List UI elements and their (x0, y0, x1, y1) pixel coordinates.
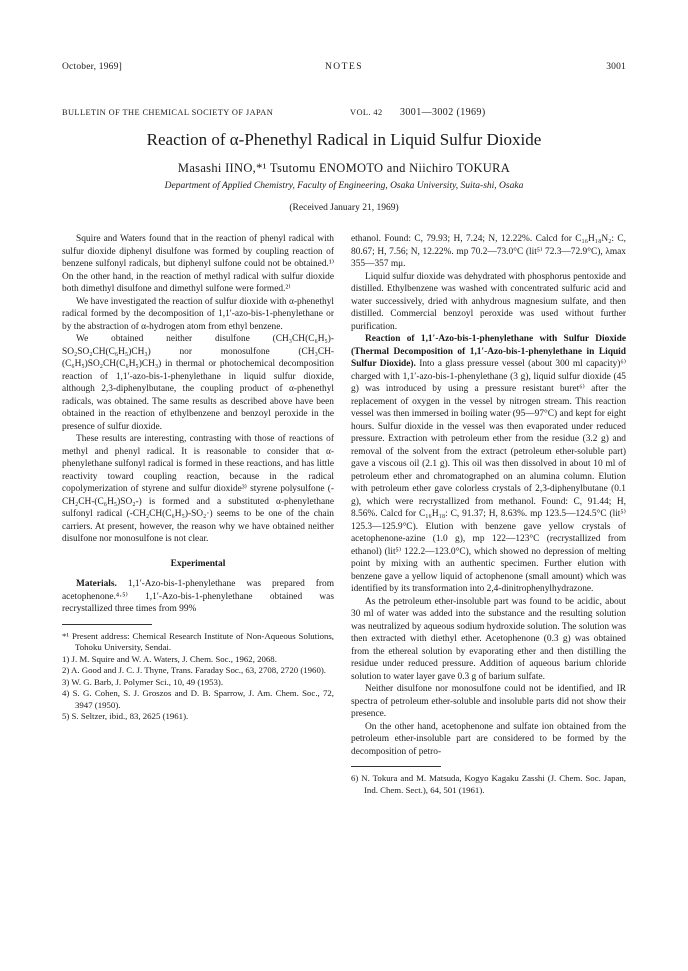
running-header-date: October, 1969] (62, 62, 122, 72)
section-heading-experimental: Experimental (170, 558, 226, 569)
article-affiliation: Department of Applied Chemistry, Faculty of Engineering, Osaka University, Suita-shi, Osaka (164, 181, 524, 191)
footnote: 5) S. Seltzer, ibid., 83, 2625 (1961). (62, 711, 189, 721)
article-title: Reaction of α-Phenethyl Radical in Liquid Sulfur Dioxide (146, 130, 542, 149)
left-column (62, 233, 334, 723)
footnote: 6) N. Tokura and M. Matsuda, Kogyo Kagaku Zasshi (J. Chem. Soc. Japan, Ind. Chem. Sect.), 64, 501 (1961). (351, 773, 626, 795)
article-authors: Masashi IINO,*¹ Tsutomu ENOMOTO and Niichiro TOKURA (177, 161, 511, 175)
paragraph: Neither disulfone nor monosulfone could not be identified, and IR spectra of petroleum ether-soluble and insoluble parts did not show their presence. (351, 684, 626, 719)
footnote: *¹ Present address: Chemical Research Institute of Non-Aqueous Solutions, Tohoku University, Sendai. (62, 630, 334, 652)
paragraph: We obtained neither disulfone (CH₃CH(C₆H₅)-SO₂SO₂CH(C₆H₅)CH₃) nor monosulfone (CH₃CH-(C₆H₅)SO₂CH(C₆H₅)CH₃) in thermal or photochemical decomposition reaction of 1,1′-azo-bis-1-phenylethane in liquid sulfur dioxide, although 2,3-diphenylbutane, the coupling product of α-phenethyl radicals, was obtained. The same results as described above have been obtained in the reaction of ethylbenzene and benzoyl peroxide in the presence of sulfur dioxide. (62, 334, 334, 432)
footnote: 1) J. M. Squire and W. A. Waters, J. Chem. Soc., 1962, 2068. (62, 653, 277, 664)
footnote: 3) W. G. Barb, J. Polymer Sci., 10, 49 (1953). (62, 676, 224, 687)
paragraph: ethanol. Found: C, 79.93; H, 7.24; N, 12.22%. Calcd for C₁₆H₁₈N₂: C, 80.67; H, 7.56; N, 12.22%. mp 70.2—73.0°C (lit⁵⁾ 72.3—72.9°C), λmax 355—357 mμ. (351, 234, 626, 269)
paragraph: On the other hand, acetophenone and sulfate ion obtained from the petroleum ether-insoluble part are considered to be formed by the decomposition of petro- (351, 721, 626, 757)
paragraph-reaction (351, 333, 626, 596)
running-header-page-number: 3001 (606, 62, 626, 72)
reaction-text: Into a glass pressure vessel (about 300 ml capacity)⁶⁾ charged with 1,1′-azo-bis-1-phenylethane (3 g), liquid sulfur dioxide (45 g) was introduced by using a pressure resistant buret⁶⁾ after the replacement of oxygen in the vessel by nitrogen stream. This reaction vessel was then immersed in boiling water (95—97°C) and kept for eight hours. Sulfur dioxide in the vessel was then evaporated under reduced pressure. Extraction with petroleum ether from the residue (3.2 g) and removal of the solvent from the extract (petroleum ether-soluble part) gave a viscous oil (2.1 g). This oil was then dissolved in about 10 ml of petroleum ether and chromatographed on an alumina column. Elution with petroleum ether gave colorless crystals of 2,3-diphenylbutane (0.1 g), which were recrystallized from methanol. Found: C, 91.44; H, 8.56%. Calcd for C₁₆H₁₈: C, 91.37; H, 8.63%. mp 123.5—124.5°C (lit⁵⁾ 125.3—125.9°C). Elution with benzene gave yellow crystals of acetophenone-azine (1.0 g), mp 122—123°C (recrystallized from ethanol) (lit⁵⁾ 122.2—123.0°C), which showed no depression of melting point by mixing with an authentic specimen. Further elution with benzene gave a yellow liquid of actophenone (small amount) which was identified by its transformation into 2,4-dinitrophenylhydrazone. (351, 359, 626, 594)
footnote: 2) A. Good and J. C. J. Thyne, Trans. Faraday Soc., 63, 2708, 2720 (1960). (62, 665, 326, 675)
paragraph: Liquid sulfur dioxide was dehydrated with phosphorus pentoxide and distilled. Ethylbenzene was washed with concentrated sulfuric acid and water successively, dried with anhydrous magnesium sulfate, and then distilled. Commercial benzoyl peroxide was used without further purification. (351, 271, 626, 332)
paragraph: As the petroleum ether-insoluble part was found to be acidic, about 30 ml of water was added into the substance and the resulting solution was neutralized by aqueous sodium hydroxide solution. The solution was then extracted with diethyl ether. Acetophenone (0.3 g) was obtained from the ethereal solution by evaporating ether and then distilling the residue under reduced pressure. Addition of aqueous barium chloride solution to water layer gave 0.3 g of barium sulfate. (351, 596, 626, 682)
paragraph: These results are interesting, contrasting with those of reactions of methyl and phenyl radical. It is reasonable to consider that α-phenylethane sulfonyl radical is formed in these reactions, and has little reactivity toward coupling reaction, because in the radical copolymerization of styrene and sulfur dioxide³⁾ styrene polysulfone (-CH₂CH-(C₆H₅)SO₂-) is formed and a substituted α-phenylethane sulfonyl radical (-CH₂CH(C₆H₅)-SO₂·) seems to be one of the chain carriers. At present, however, the reason why we have obtained neither disulfone nor monosulfone is not clear. (62, 434, 334, 544)
journal-volume: VOL. 42 (350, 108, 383, 117)
footnote-divider (62, 624, 152, 625)
paragraph: Squire and Waters found that in the reaction of phenyl radical with sulfur dioxide diphenyl disulfone was formed by coupling reaction of benzene sulfonyl radicals, but diphenyl sulfone could not be obtained.¹⁾ On the other hand, in the reaction of methyl radical with sulfur dioxide both dimethyl disulfone and dimethyl sulfone were formed.²⁾ (62, 234, 334, 294)
journal-citation-line (62, 108, 626, 117)
materials-label: Materials. (76, 579, 117, 589)
footnote-divider (351, 766, 441, 767)
running-header-section: NOTES (324, 62, 364, 72)
materials-text: 1,1′-Azo-bis-1-phenylethane was prepared from acetophenone.⁴·⁵⁾ 1,1′-Azo-bis-1-phenylethane obtained was recrystallized three times from 99% (62, 579, 335, 614)
paragraph: We have investigated the reaction of sulfur dioxide with α-phenethyl radical formed by the decomposition of 1,1′-azo-bis-1-phenylethane or by the abstraction of α-hydrogen atom from ethyl benzene. (62, 296, 334, 332)
paragraph-materials (62, 578, 334, 616)
journal-pages: 3001—3002 (1969) (400, 107, 486, 118)
article-received-date: (Received January 21, 1969) (289, 203, 399, 213)
footnote: 4) S. G. Cohen, S. J. Groszos and D. B. Sparrow, J. Am. Chem. Soc., 72, 3947 (1950). (62, 688, 334, 710)
reaction-label: Reaction of 1,1′-Azo-bis-1-phenylethane with Sulfur Dioxide (Thermal Decomposition of 1,1′-Azo-bis-1-phenylethane in Liquid Sulfur Dioxide). (351, 334, 626, 369)
journal-name: BULLETIN OF THE CHEMICAL SOCIETY OF JAPAN (62, 108, 274, 117)
right-column (351, 233, 626, 796)
